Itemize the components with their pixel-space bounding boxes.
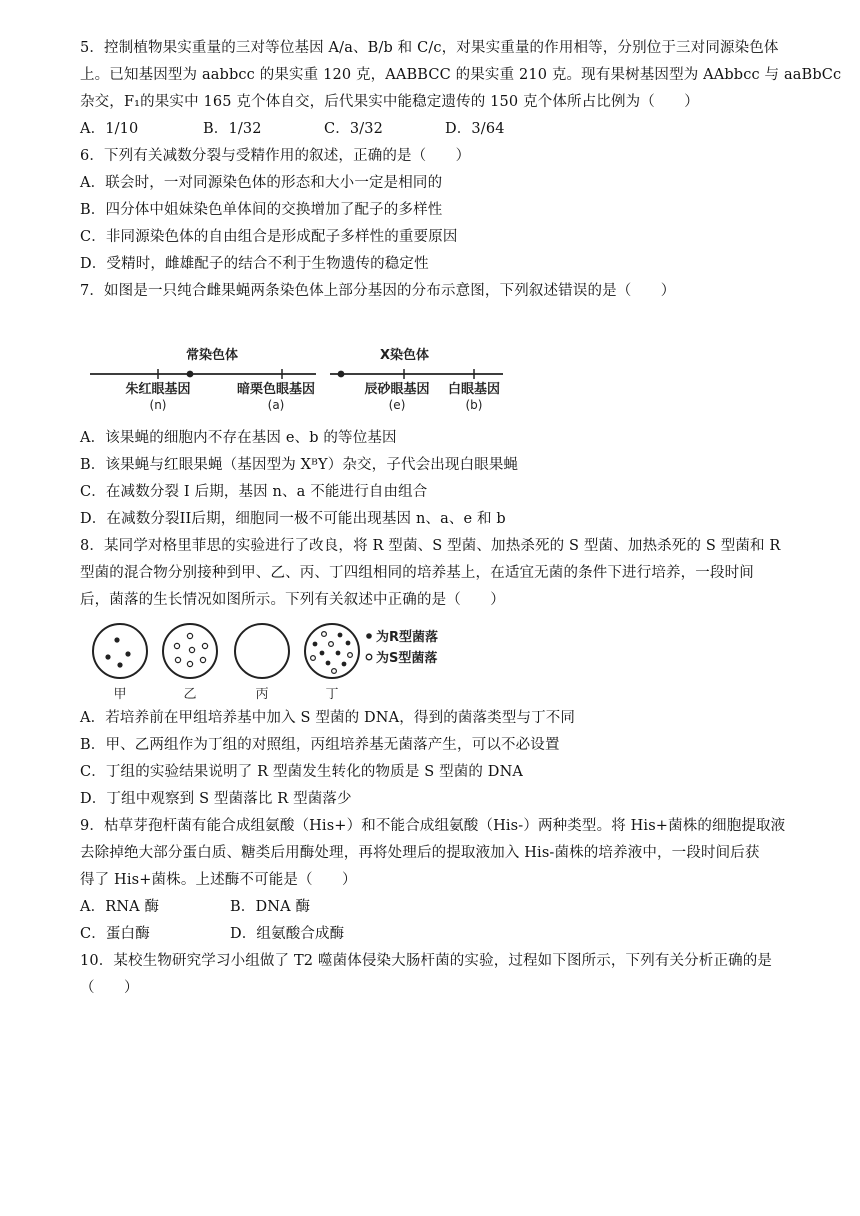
s-colony	[187, 661, 192, 666]
s-colony	[202, 643, 207, 648]
q9-option-a: A．RNA 酶	[80, 899, 160, 915]
s-colony	[311, 656, 316, 661]
r-colony	[346, 641, 351, 646]
q10-line-2: （ ）	[80, 980, 139, 996]
s-colony	[200, 657, 205, 662]
gene-symbol-b: (b)	[465, 398, 483, 412]
s-colony	[329, 642, 334, 647]
s-colony	[332, 669, 337, 674]
legend-r-label: 为R型菌落	[376, 630, 439, 645]
r-colony	[342, 662, 347, 667]
q9-option-c: C．蛋白酶	[80, 926, 150, 942]
q8-line-2: 型菌的混合物分别接种到甲、乙、丙、丁四组相同的培养基上，在适宜无菌的条件下进行培养，一段时间	[80, 565, 754, 581]
s-colony	[187, 633, 192, 638]
q8-option-a: A．若培养前在甲组培养基中加入 S 型菌的 DNA，得到的菌落类型与丁不同	[80, 710, 576, 726]
q7-option-b: B．该果蝇与红眼果蝇（基因型为 XᴮY）杂交，子代会出现白眼果蝇	[80, 457, 519, 473]
q10-line-1: 10．某校生物研究学习小组做了 T2 噬菌体侵染大肠杆菌的实验，过程如下图所示，下列有关分析正确的是	[80, 953, 773, 969]
q8-option-b: B．甲、乙两组作为丁组的对照组，丙组培养基无菌落产生，可以不必设置	[80, 737, 560, 753]
q5-line-1: 5．控制植物果实重量的三对等位基因 A/a、B/b 和 C/c，对果实重量的作用相等，分别位于三对同源染色体	[80, 40, 779, 56]
r-colony	[114, 637, 119, 642]
legend-r-marker	[366, 633, 372, 639]
q9-options-row-2	[80, 924, 786, 944]
q6-option-d: D．受精时，雌雄配子的结合不利于生物遗传的稳定性	[80, 256, 429, 272]
dish-label-yi: 乙	[183, 687, 197, 702]
s-colony	[174, 643, 179, 648]
q9-line-1: 9．枯草芽孢杆菌有能合成组氨酸（His+）和不能合成组氨酸（His-）两种类型。将 His+菌株的细胞提取液	[80, 818, 786, 834]
r-colony	[326, 661, 331, 666]
q9-option-b: B．DNA 酶	[230, 899, 311, 915]
dish-jia	[93, 624, 147, 678]
s-colony	[348, 653, 353, 658]
q5-option-d: D．3/64	[445, 121, 505, 137]
autosome-label: 常染色体	[186, 348, 239, 363]
q7-option-d: D．在减数分裂II后期，细胞同一极不可能出现基因 n、a、e 和 b	[80, 511, 506, 527]
autosome-centromere	[187, 371, 194, 378]
dish-label-ding: 丁	[325, 687, 339, 702]
gene-label-a: 暗栗色眼基因	[236, 382, 316, 397]
q9-option-d: D．组氨酸合成酶	[230, 926, 345, 942]
gene-symbol-e: (e)	[388, 398, 406, 412]
q8-option-d: D．丁组中观察到 S 型菌落比 R 型菌落少	[80, 791, 352, 807]
q8-line-3: 后，菌落的生长情况如图所示。下列有关叙述中正确的是（ ）	[80, 592, 505, 608]
q5-line-3: 杂交，F₁的果实中 165 克个体自交，后代果实中能稳定遗传的 150 克个体所占比例为（ ）	[80, 94, 699, 110]
s-colony	[175, 657, 180, 662]
q5-line-2: 上。已知基因型为 aabbcc 的果实重 120 克，AABBCC 的果实重 210 克。现有果树基因型为 AAbbcc 与 aaBbCc	[80, 67, 842, 83]
q9-line-2: 去除掉绝大部分蛋白质、糖类后用酶处理，再将处理后的提取液加入 His-菌株的培养液中，一段时间后获	[80, 845, 760, 861]
s-colony	[322, 632, 327, 637]
q9-options-row-1	[80, 897, 786, 917]
q7-stem: 7．如图是一只纯合雌果蝇两条染色体上部分基因的分布示意图，下列叙述错误的是（ ）	[80, 283, 676, 299]
r-colony	[320, 651, 325, 656]
q6-option-b: B．四分体中姐妹染色单体间的交换增加了配子的多样性	[80, 202, 443, 218]
r-colony	[313, 642, 318, 647]
gene-label-b: 白眼基因	[447, 382, 501, 397]
x-chromosome-label: X染色体	[380, 348, 430, 363]
r-colony	[338, 633, 343, 638]
s-colony	[189, 647, 194, 652]
r-colony	[125, 651, 130, 656]
q6-option-c: C．非同源染色体的自由组合是形成配子多样性的重要原因	[80, 229, 458, 245]
q7-option-a: A．该果蝇的细胞内不存在基因 e、b 的等位基因	[80, 430, 397, 446]
q9-line-3: 得了 His+菌株。上述酶不可能是（ ）	[80, 872, 357, 888]
q7-option-c: C．在减数分裂 I 后期，基因 n、a 不能进行自由组合	[80, 484, 428, 500]
gene-symbol-a: (a)	[267, 398, 285, 412]
gene-label-e: 辰砂眼基因	[364, 382, 430, 397]
q5-option-b: B．1/32	[203, 121, 262, 137]
chromosome-figure	[88, 341, 508, 413]
q6-stem: 6．下列有关减数分裂与受精作用的叙述，正确的是（ ）	[80, 148, 471, 164]
dish-label-jia: 甲	[113, 687, 127, 702]
legend-s-label: 为S型菌落	[376, 651, 438, 666]
dish-label-bing: 丙	[255, 687, 269, 702]
q8-option-c: C．丁组的实验结果说明了 R 型菌发生转化的物质是 S 型菌的 DNA	[80, 764, 524, 780]
dish-bing	[235, 624, 289, 678]
q6-option-a: A．联会时，一对同源染色体的形态和大小一定是相同的	[80, 175, 443, 191]
q8-line-1: 8．某同学对格里菲思的实验进行了改良，将 R 型菌、S 型菌、加热杀死的 S 型菌、加热杀死的 S 型菌和 R	[80, 538, 781, 554]
q5-option-c: C．3/32	[324, 121, 384, 137]
r-colony	[105, 654, 110, 659]
gene-label-n: 朱红眼基因	[125, 382, 191, 397]
culture-dish-figure	[84, 620, 474, 706]
q5-options	[80, 119, 786, 139]
gene-symbol-n: (n)	[149, 398, 167, 412]
r-colony	[117, 662, 122, 667]
legend-s-marker	[366, 654, 372, 660]
r-colony	[336, 651, 341, 656]
q5-option-a: A．1/10	[80, 121, 139, 137]
x-centromere	[338, 371, 345, 378]
